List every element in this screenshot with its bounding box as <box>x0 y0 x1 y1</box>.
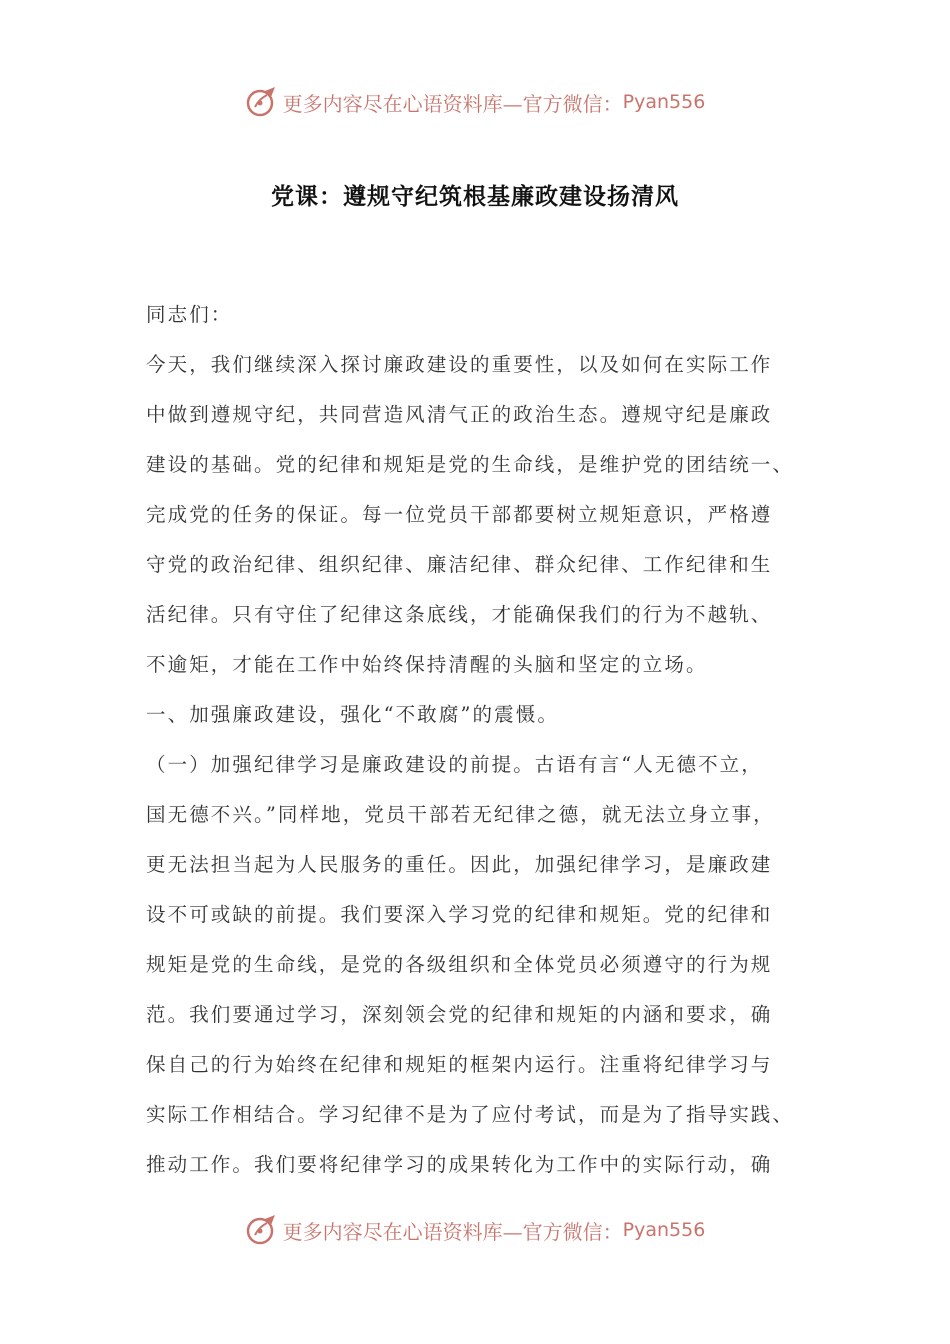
paragraph-line: 今天，我们继续深入探讨廉政建设的重要性，以及如何在实际工作 <box>146 353 773 376</box>
paragraph-line: 实际工作相结合。学习纪律不是为了应付考试，而是为了指导实践、 <box>146 1103 795 1126</box>
paragraph-line: 规矩是党的生命线，是党的各级组织和全体党员必须遵守的行为规 <box>146 953 773 976</box>
banner-text: 更多内容尽在心语资料库—官方微信： <box>282 91 623 116</box>
paragraph-line: （一）加强纪律学习是廉政建设的前提。古语有言“人无德不立， <box>146 753 763 776</box>
paragraph-line: 完成党的任务的保证。每一位党员干部都要树立规矩意识，严格遵 <box>146 503 773 526</box>
section-heading: 一、加强廉政建设，强化“不敢腐”的震慑。 <box>146 703 559 726</box>
salutation: 同志们： <box>146 303 233 326</box>
paragraph-line: 推动工作。我们要将纪律学习的成果转化为工作中的实际行动，确 <box>146 1153 773 1176</box>
pen-logo-icon <box>245 1213 279 1247</box>
header-watermark-banner <box>0 82 950 122</box>
paragraph-line: 活纪律。只有守住了纪律这条底线，才能确保我们的行为不越轨、 <box>146 603 773 626</box>
paragraph-line: 国无德不兴。”同样地，党员干部若无纪律之德，就无法立身立事， <box>146 803 775 826</box>
pen-logo-icon <box>245 85 279 119</box>
paragraph-line: 保自己的行为始终在纪律和规矩的框架内运行。注重将纪律学习与 <box>146 1053 773 1076</box>
banner-wechat-id: Pyan556 <box>622 91 706 113</box>
paragraph-line: 范。我们要通过学习，深刻领会党的纪律和规矩的内涵和要求，确 <box>146 1003 773 1026</box>
paragraph-line: 守党的政治纪律、组织纪律、廉洁纪律、群众纪律、工作纪律和生 <box>146 553 773 576</box>
paragraph-line: 建设的基础。党的纪律和规矩是党的生命线，是维护党的团结统一、 <box>146 453 795 476</box>
paragraph-line: 不逾矩，才能在工作中始终保持清醒的头脑和坚定的立场。 <box>146 653 708 676</box>
document-title: 党课：遵规守纪筑根基廉政建设扬清风 <box>271 184 679 210</box>
footer-watermark-banner <box>0 1210 950 1250</box>
document-body <box>146 290 836 1190</box>
paragraph-line: 更无法担当起为人民服务的重任。因此，加强纪律学习，是廉政建 <box>146 853 773 876</box>
paragraph-line: 设不可或缺的前提。我们要深入学习党的纪律和规矩。党的纪律和 <box>146 903 773 926</box>
banner-wechat-id: Pyan556 <box>622 1219 706 1241</box>
paragraph-line: 中做到遵规守纪，共同营造风清气正的政治生态。遵规守纪是廉政 <box>146 403 773 426</box>
banner-text: 更多内容尽在心语资料库—官方微信： <box>282 1219 623 1244</box>
